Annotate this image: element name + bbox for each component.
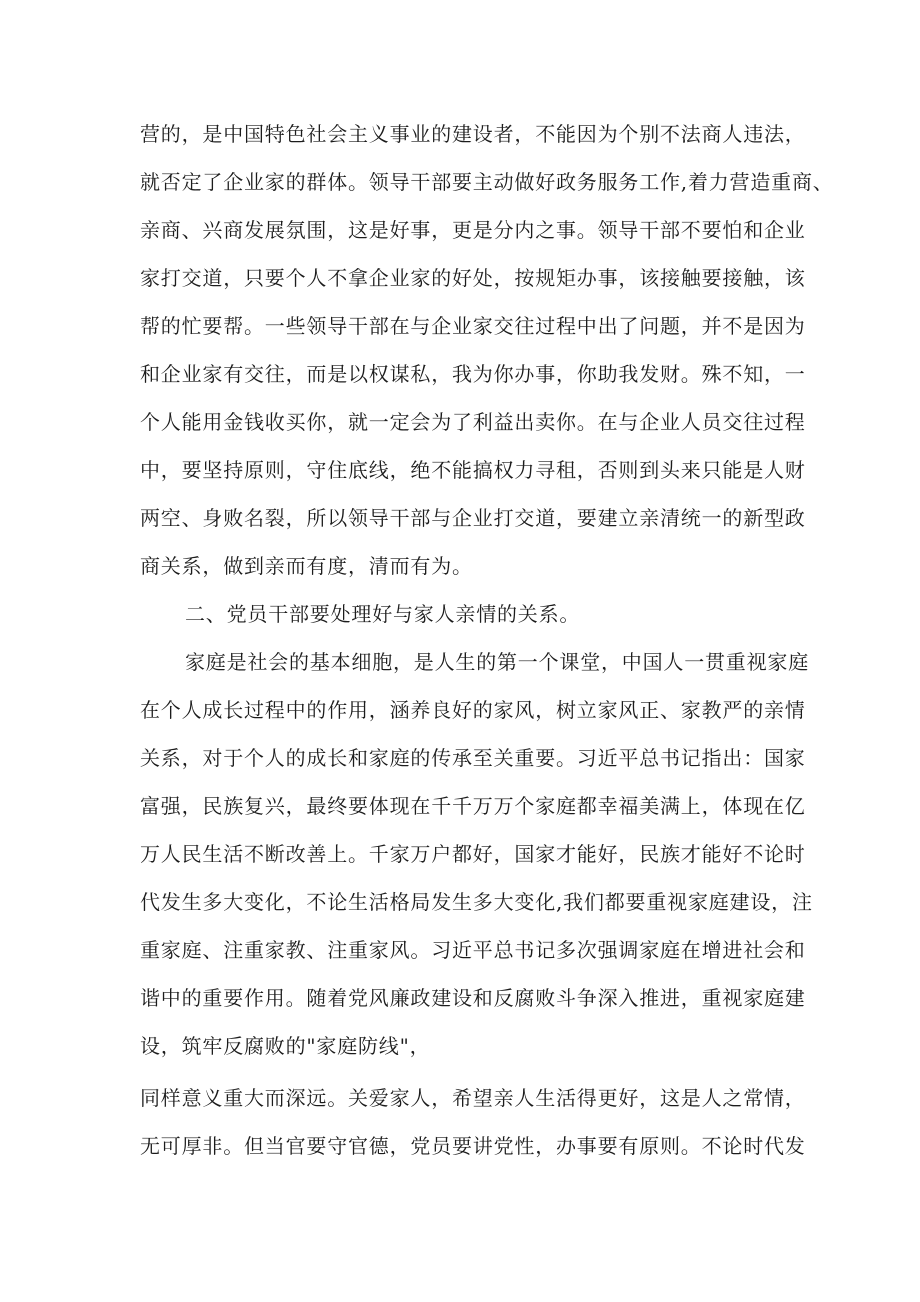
text-line: 中，要坚持原则，守住底线，绝不能搞权力寻租，否则到头来只能是人财 xyxy=(140,458,806,482)
continued-paragraph xyxy=(140,110,834,590)
text-line: 和企业家有交往，而是以权谋私，我为你办事，你助我发财。殊不知，一 xyxy=(140,362,806,386)
text-line: 万人民生活不断改善上。千家万户都好，国家才能好，民族才能好不论时 xyxy=(140,842,806,866)
text-line: 代发生多大变化，不论生活格局发生多大变化,我们都要重视家庭建设，注 xyxy=(140,890,813,914)
section-heading: 二、党员干部要处理好与家人亲情的关系。 xyxy=(185,602,581,626)
text-line: 富强，民族复兴，最终要体现在千千万万个家庭都幸福美满上，体现在亿 xyxy=(140,794,806,818)
text-line: 同样意义重大而深远。关爱家人，希望亲人生活得更好，这是人之常情， xyxy=(140,1086,806,1110)
text-line: 个人能用金钱收买你，就一定会为了利益出卖你。在与企业人员交往过程 xyxy=(140,410,806,434)
text-line: 无可厚非。但当官要守官德，党员要讲党性，办事要有原则。不论时代发 xyxy=(140,1134,806,1158)
body-text xyxy=(140,110,834,1170)
text-line: 重家庭、注重家教、注重家风。习近平总书记多次强调家庭在增进社会和 xyxy=(140,938,806,962)
text-line: 两空、身败名裂，所以领导干部与企业打交道，要建立亲清统一的新型政 xyxy=(140,506,806,530)
text-line: 设，筑牢反腐败的"家庭防线"， xyxy=(140,1034,431,1058)
text-line: 在个人成长过程中的作用，涵养良好的家风，树立家风正、家教严的亲情 xyxy=(140,698,806,722)
text-line: 营的，是中国特色社会主义事业的建设者，不能因为个别不法商人违法， xyxy=(140,122,806,146)
text-line: 家庭是社会的基本细胞，是人生的第一个课堂，中国人一贯重视家庭 xyxy=(185,650,809,674)
text-line: 就否定了企业家的群体。领导干部要主动做好政务服务工作,着力营造重商、 xyxy=(140,170,834,194)
text-line: 家打交道，只要个人不拿企业家的好处，按规矩办事，该接触要接触，该 xyxy=(140,266,806,290)
paragraph xyxy=(140,638,813,1170)
text-line: 谐中的重要作用。随着党风廉政建设和反腐败斗争深入推进，重视家庭建 xyxy=(140,986,806,1010)
text-line: 亲商、兴商发展氛围，这是好事，更是分内之事。领导干部不要怕和企业 xyxy=(140,218,806,242)
text-line: 关系，对于个人的成长和家庭的传承至关重要。习近平总书记指出：国家 xyxy=(140,746,806,770)
text-line: 帮的忙要帮。一些领导干部在与企业家交往过程中出了问题，并不是因为 xyxy=(140,314,806,338)
text-line: 商关系，做到亲而有度，清而有为。 xyxy=(140,554,473,578)
